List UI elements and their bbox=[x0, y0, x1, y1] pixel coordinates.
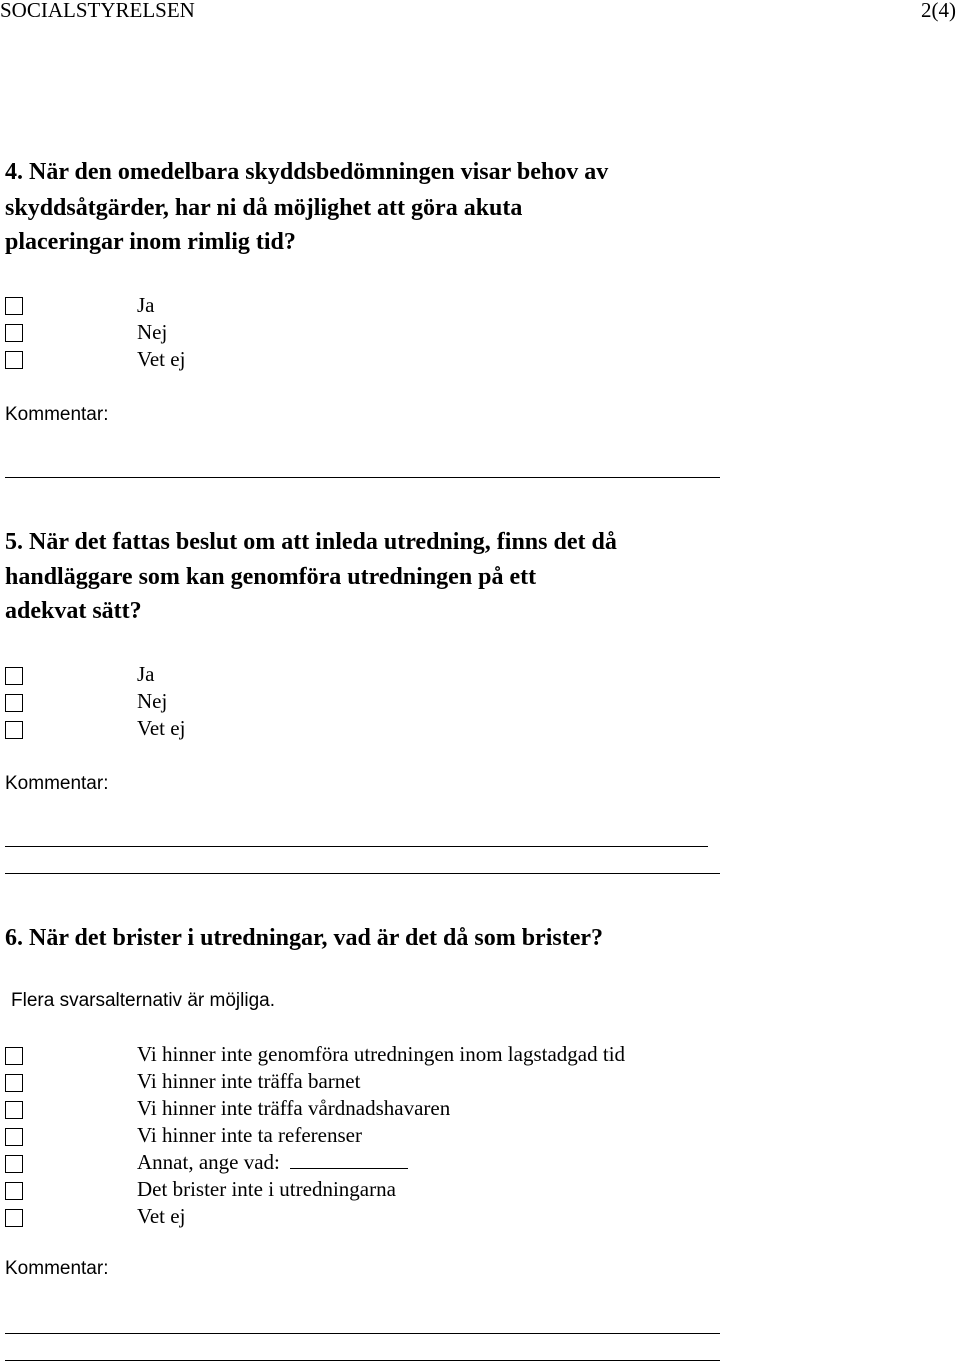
q5-option-vet-ej: Vet ej bbox=[137, 716, 186, 740]
page-number: 2(4) bbox=[921, 0, 956, 22]
q5-checkbox-nej[interactable] bbox=[5, 694, 23, 712]
q6-option-2: Vi hinner inte träffa barnet bbox=[137, 1069, 361, 1093]
q5-comment-label: Kommentar: bbox=[5, 773, 109, 794]
q6-checkbox-7[interactable] bbox=[5, 1209, 23, 1227]
q4-comment-label: Kommentar: bbox=[5, 404, 109, 425]
q6-option-5 bbox=[137, 1149, 408, 1176]
organization-name: SOCIALSTYRELSEN bbox=[0, 0, 195, 22]
q6-checkbox-5[interactable] bbox=[5, 1155, 23, 1173]
q6-option-3: Vi hinner inte träffa vårdnadshavaren bbox=[137, 1096, 451, 1120]
q4-option-vet-ej: Vet ej bbox=[137, 347, 186, 371]
q5-comment-line-2[interactable] bbox=[5, 873, 720, 874]
question-4-line-1: 4. När den omedelbara skyddsbedömningen visar behov av bbox=[5, 159, 609, 185]
q5-option-ja: Ja bbox=[137, 662, 155, 686]
q4-comment-line[interactable] bbox=[5, 477, 720, 478]
q6-checkbox-1[interactable] bbox=[5, 1047, 23, 1065]
q5-comment-line-1[interactable] bbox=[5, 846, 708, 847]
q6-option-1: Vi hinner inte genomföra utredningen inom lagstadgad tid bbox=[137, 1042, 626, 1066]
question-5-line-1: 5. När det fattas beslut om att inleda utredning, finns det då bbox=[5, 529, 617, 555]
q5-checkbox-vet-ej[interactable] bbox=[5, 721, 23, 739]
q6-note: Flera svarsalternativ är möjliga. bbox=[11, 990, 275, 1011]
q6-comment-line-2[interactable] bbox=[5, 1360, 720, 1361]
question-4-line-2: skyddsåtgärder, har ni då möjlighet att göra akuta bbox=[5, 195, 523, 221]
q4-checkbox-nej[interactable] bbox=[5, 324, 23, 342]
q6-option-7: Vet ej bbox=[137, 1204, 186, 1228]
q6-comment-line-1[interactable] bbox=[5, 1333, 720, 1334]
question-4-line-3: placeringar inom rimlig tid? bbox=[5, 229, 296, 255]
q6-option-4: Vi hinner inte ta referenser bbox=[137, 1123, 362, 1147]
q6-checkbox-2[interactable] bbox=[5, 1074, 23, 1092]
q4-checkbox-ja[interactable] bbox=[5, 297, 23, 315]
q5-checkbox-ja[interactable] bbox=[5, 667, 23, 685]
q6-comment-label: Kommentar: bbox=[5, 1258, 109, 1279]
question-5-line-2: handläggare som kan genomföra utredningen på ett bbox=[5, 564, 537, 590]
q4-checkbox-vet-ej[interactable] bbox=[5, 351, 23, 369]
q6-checkbox-6[interactable] bbox=[5, 1182, 23, 1200]
q4-option-ja: Ja bbox=[137, 293, 155, 317]
question-6-title: 6. När det brister i utredningar, vad är det då som brister? bbox=[5, 925, 603, 951]
q6-checkbox-3[interactable] bbox=[5, 1101, 23, 1119]
question-5-line-3: adekvat sätt? bbox=[5, 598, 142, 624]
annat-input-line[interactable] bbox=[290, 1150, 408, 1169]
q4-option-nej: Nej bbox=[137, 320, 168, 344]
q6-option-6: Det brister inte i utredningarna bbox=[137, 1177, 396, 1201]
q6-checkbox-4[interactable] bbox=[5, 1128, 23, 1146]
q6-option-5-label: Annat, ange vad: bbox=[137, 1150, 280, 1174]
q5-option-nej: Nej bbox=[137, 689, 168, 713]
